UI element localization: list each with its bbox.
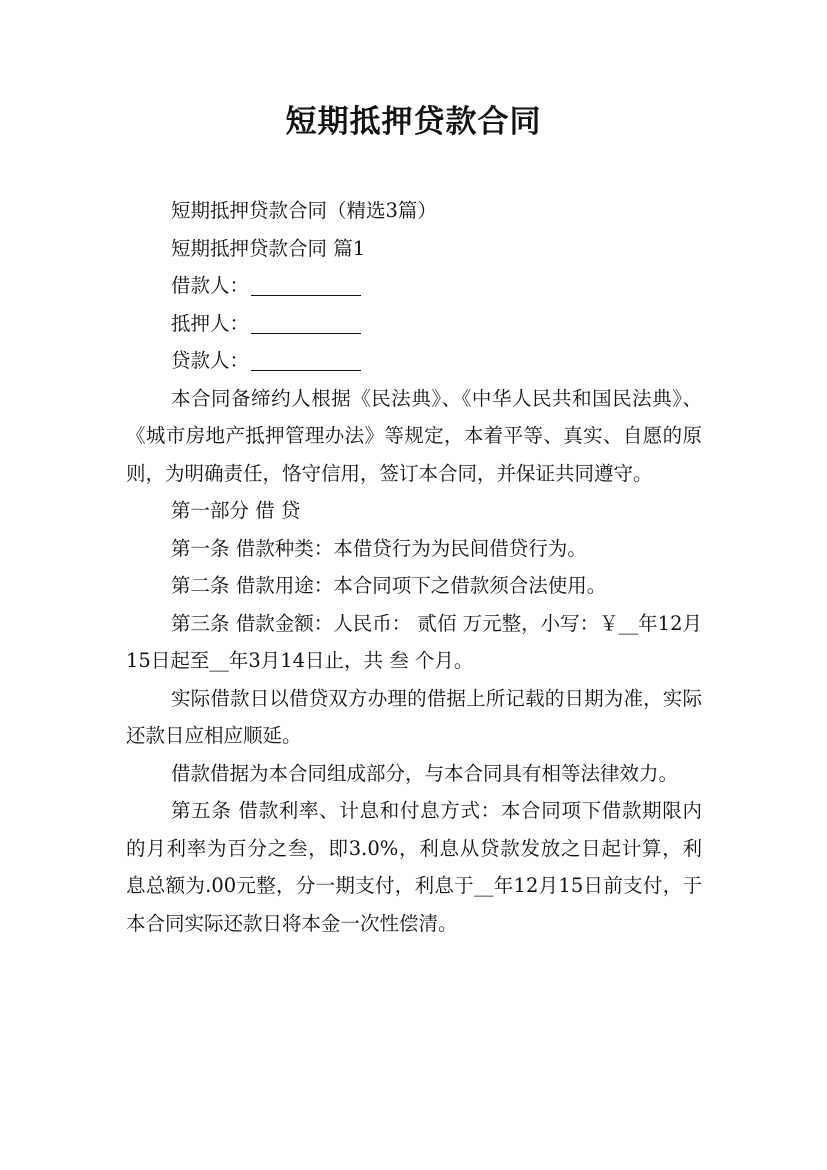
paragraph-section-heading: 短期抵押贷款合同 篇1: [171, 236, 366, 260]
party-lender: [126, 342, 702, 380]
paragraph-part-one: 第一部分 借 贷: [171, 499, 301, 522]
party-mortgagor-label: 抵押人：: [171, 311, 250, 335]
paragraph-receipt: 借款借据为本合同组成部分，与本合同具有相等法律效力。: [171, 761, 679, 785]
party-lender-blank: [251, 348, 361, 371]
party-mortgagor-blank: [251, 311, 361, 334]
party-borrower-blank: [251, 273, 361, 296]
party-borrower-label: 借款人：: [171, 274, 250, 297]
document-title: 短期抵押贷款合同: [285, 104, 542, 140]
paragraph-actual-date: 实际借款日以借贷双方办理的借据上所记载的日期为准，实际还款日应相应顺延。: [126, 686, 702, 747]
party-lender-label: 贷款人：: [171, 349, 250, 372]
paragraph-article-3: 第三条 借款金额：人民币： 贰佰 万元整，小写：￥__年12月15日起至__年3月14日止，共 叁 个月。: [126, 611, 702, 672]
party-borrower: [126, 267, 702, 305]
party-mortgagor: [126, 305, 702, 343]
paragraph-article-5: 第五条 借款利率、计息和付息方式：本合同项下借款期限内的月利率为百分之叁，即3.0%，利息从贷款发放之日起计算，利息总额为.00元整，分一期支付，利息于__年12月15日前支付，于本合同实际还款日将本金一次性偿清。: [126, 799, 702, 935]
paragraph-article-1: 第一条 借款种类：本借贷行为为民间借贷行为。: [171, 536, 587, 560]
paragraph-article-2: 第二条 借款用途：本合同项下之借款须合法使用。: [171, 574, 607, 597]
paragraph-subtitle: 短期抵押贷款合同（精选3篇）: [171, 199, 437, 222]
paragraph-preamble: 本合同备缔约人根据《民法典》、《中华人民共和国民法典》、《城市房地产抵押管理办法》等规定，本着平等、真实、自愿的原则，为明确责任，恪守信用，签订本合同，并保证共同遵守。: [126, 386, 702, 485]
document-body: [126, 192, 702, 942]
